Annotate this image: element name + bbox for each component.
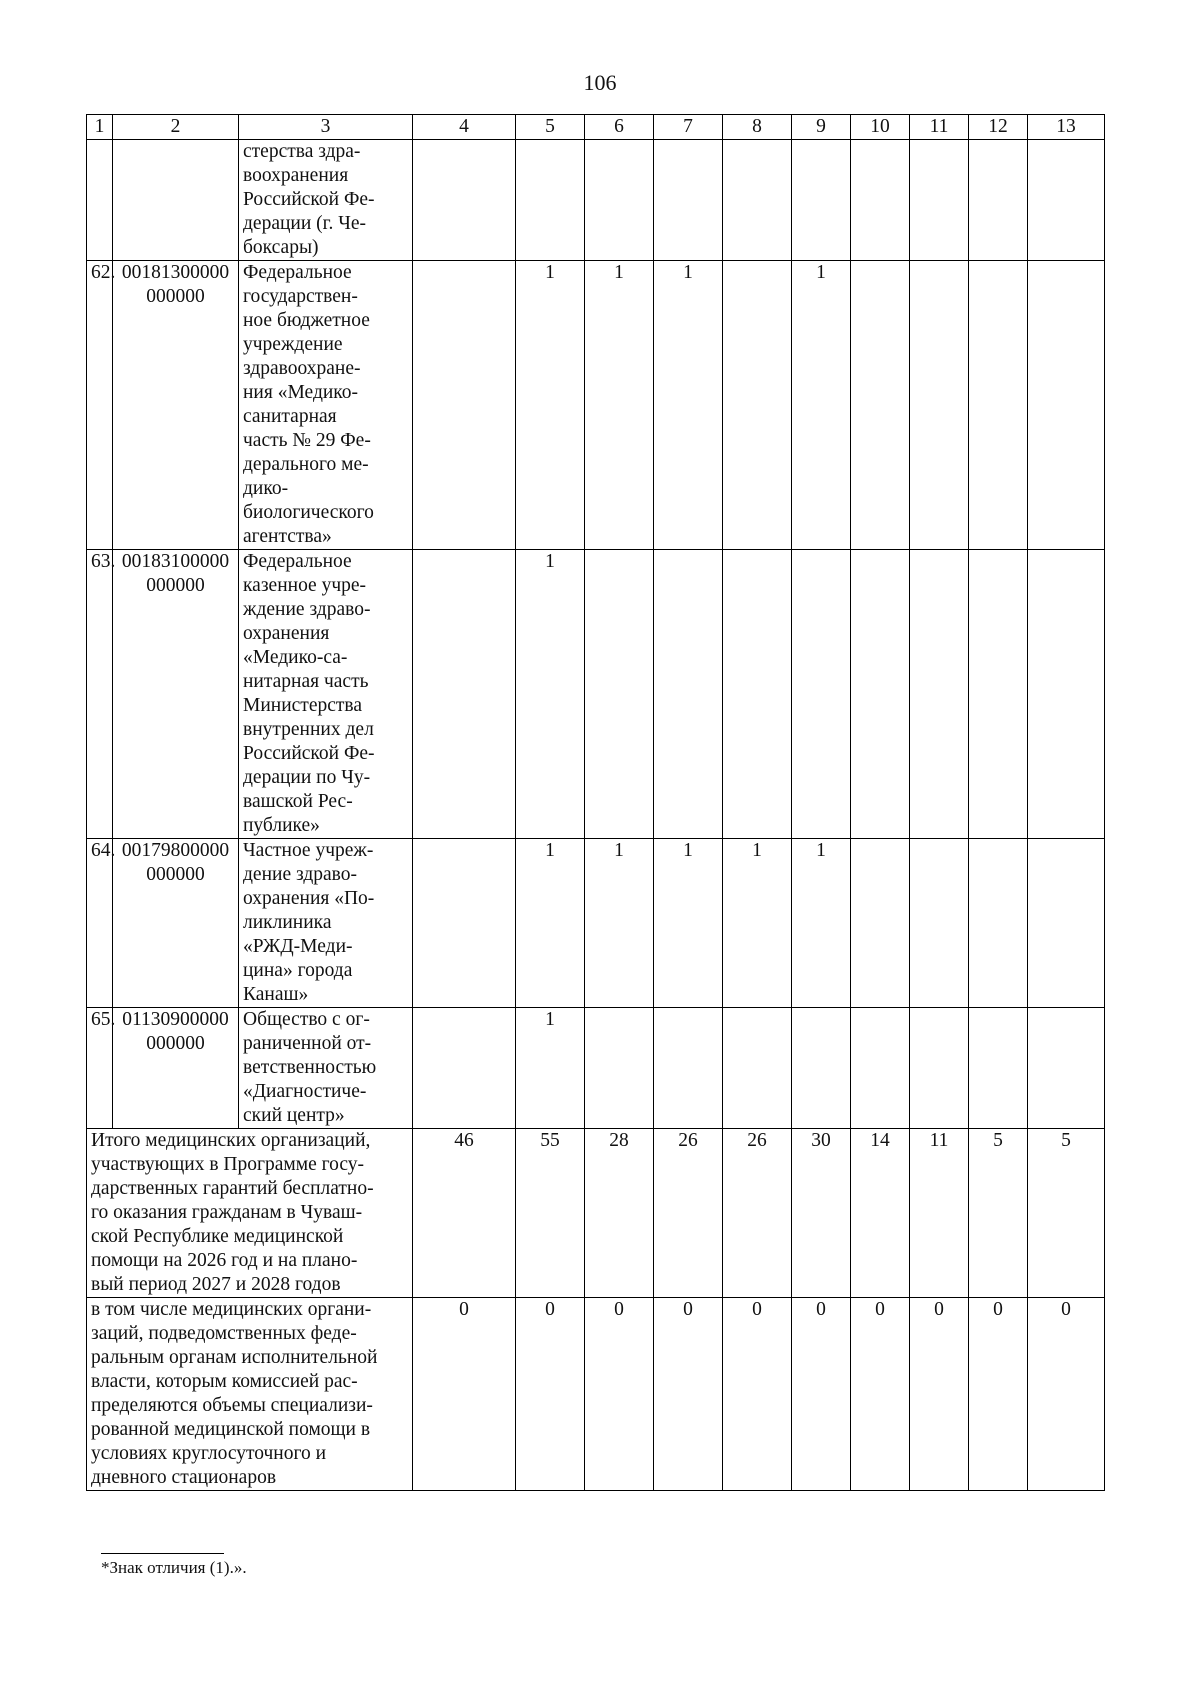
row-number-cell: 63.: [87, 550, 113, 839]
value-cell: 46: [413, 1129, 516, 1298]
value-cell: [969, 140, 1028, 261]
value-cell: 55: [516, 1129, 585, 1298]
value-cell: 1: [585, 261, 654, 550]
organization-name-cell: Федеральное казенное учре- ждение здраво- охранения «Медико-са- нитарная часть Министерства внутренних дел Российской Фе- дерации по Чу- вашской Рес- публике»: [239, 550, 413, 839]
value-cell: [792, 1008, 851, 1129]
value-cell: 1: [792, 839, 851, 1008]
value-cell: 0: [1028, 1298, 1105, 1491]
footnote-divider: [101, 1553, 224, 1554]
value-cell: [969, 550, 1028, 839]
value-cell: [910, 1008, 969, 1129]
value-cell: 0: [910, 1298, 969, 1491]
value-cell: [654, 550, 723, 839]
value-cell: 1: [516, 839, 585, 1008]
header-cell: 6: [585, 115, 654, 140]
value-cell: 1: [516, 550, 585, 839]
value-cell: [851, 839, 910, 1008]
header-cell: 11: [910, 115, 969, 140]
value-cell: 5: [969, 1129, 1028, 1298]
value-cell: 0: [969, 1298, 1028, 1491]
value-cell: [792, 140, 851, 261]
table-row: [87, 261, 1105, 550]
row-number-cell: 64.: [87, 839, 113, 1008]
code-cell: 00179800000 000000: [113, 839, 239, 1008]
medical-organizations-table: [86, 114, 1105, 1491]
organization-name-cell: стерства здра- воохранения Российской Фе- дерации (г. Че- боксары): [239, 140, 413, 261]
total-row: [87, 1129, 1105, 1298]
value-cell: [413, 1008, 516, 1129]
header-cell: 13: [1028, 115, 1105, 140]
page-number: 106: [583, 70, 617, 95]
organization-name-cell: Общество с ог- раниченной от- ветственностью «Диагностиче- ский центр»: [239, 1008, 413, 1129]
table-row-continuation: [87, 140, 1105, 261]
value-cell: [851, 1008, 910, 1129]
organization-name-cell: Федеральное государствен- ное бюджетное учреждение здравоохране- ния «Медико- санитарная часть № 29 Фе- дерального ме- дико- биологического агентства»: [239, 261, 413, 550]
value-cell: 0: [585, 1298, 654, 1491]
value-cell: [792, 550, 851, 839]
value-cell: 0: [723, 1298, 792, 1491]
header-cell: 10: [851, 115, 910, 140]
value-cell: [969, 261, 1028, 550]
code-cell: 01130900000 000000: [113, 1008, 239, 1129]
value-cell: [910, 839, 969, 1008]
value-cell: [1028, 550, 1105, 839]
value-cell: [585, 1008, 654, 1129]
value-cell: [413, 140, 516, 261]
total-label-cell: Итого медицинских организаций, участвующих в Программе госу- дарственных гарантий бесплатно- го оказания гражданам в Чуваш- ской Республике медицинской помощи на 2026 год и на плано- вый период 2027 и 2028 годов: [87, 1129, 413, 1298]
subtotal-row: [87, 1298, 1105, 1491]
value-cell: [654, 1008, 723, 1129]
value-cell: [723, 550, 792, 839]
value-cell: 11: [910, 1129, 969, 1298]
value-cell: [413, 839, 516, 1008]
value-cell: [413, 261, 516, 550]
header-cell: 3: [239, 115, 413, 140]
value-cell: 1: [723, 839, 792, 1008]
value-cell: 1: [516, 1008, 585, 1129]
value-cell: [910, 261, 969, 550]
value-cell: 0: [654, 1298, 723, 1491]
value-cell: [585, 140, 654, 261]
header-cell: 4: [413, 115, 516, 140]
table-body: [87, 115, 1105, 1491]
code-cell: 00181300000 000000: [113, 261, 239, 550]
value-cell: [723, 140, 792, 261]
value-cell: [1028, 1008, 1105, 1129]
value-cell: [413, 550, 516, 839]
value-cell: [723, 261, 792, 550]
code-cell: [113, 140, 239, 261]
value-cell: [1028, 261, 1105, 550]
value-cell: [654, 140, 723, 261]
value-cell: 14: [851, 1129, 910, 1298]
value-cell: 0: [516, 1298, 585, 1491]
value-cell: 30: [792, 1129, 851, 1298]
value-cell: 0: [792, 1298, 851, 1491]
value-cell: 1: [654, 261, 723, 550]
table-row: [87, 550, 1105, 839]
value-cell: [851, 550, 910, 839]
value-cell: 1: [585, 839, 654, 1008]
value-cell: [910, 550, 969, 839]
value-cell: [851, 261, 910, 550]
value-cell: [969, 1008, 1028, 1129]
header-cell: 7: [654, 115, 723, 140]
value-cell: 1: [516, 261, 585, 550]
header-cell: 8: [723, 115, 792, 140]
value-cell: 0: [851, 1298, 910, 1491]
value-cell: [723, 1008, 792, 1129]
header-cell: 1: [87, 115, 113, 140]
value-cell: 1: [654, 839, 723, 1008]
table-row: [87, 1008, 1105, 1129]
value-cell: 5: [1028, 1129, 1105, 1298]
value-cell: 0: [413, 1298, 516, 1491]
header-cell: 2: [113, 115, 239, 140]
value-cell: [851, 140, 910, 261]
table-header-row: [87, 115, 1105, 140]
value-cell: [1028, 839, 1105, 1008]
code-cell: 00183100000 000000: [113, 550, 239, 839]
table-row: [87, 839, 1105, 1008]
row-number-cell: 65.: [87, 1008, 113, 1129]
value-cell: 26: [654, 1129, 723, 1298]
footnote: *Знак отличия (1).».: [101, 1558, 247, 1577]
value-cell: [910, 140, 969, 261]
organization-name-cell: Частное учреж- дение здраво- охранения «По- ликлиника «РЖД-Меди- цина» города Канаш»: [239, 839, 413, 1008]
value-cell: 26: [723, 1129, 792, 1298]
value-cell: 1: [792, 261, 851, 550]
value-cell: [585, 550, 654, 839]
value-cell: [969, 839, 1028, 1008]
header-cell: 5: [516, 115, 585, 140]
value-cell: 28: [585, 1129, 654, 1298]
subtotal-label-cell: в том числе медицинских органи- заций, подведомственных феде- ральным органам исполнительной власти, которым комиссией рас- пределяются объемы специализи- рованной медицинской помощи в условиях круглосуточного и дневного стационаров: [87, 1298, 413, 1491]
value-cell: [1028, 140, 1105, 261]
row-number-cell: [87, 140, 113, 261]
header-cell: 9: [792, 115, 851, 140]
row-number-cell: 62.: [87, 261, 113, 550]
value-cell: [516, 140, 585, 261]
header-cell: 12: [969, 115, 1028, 140]
